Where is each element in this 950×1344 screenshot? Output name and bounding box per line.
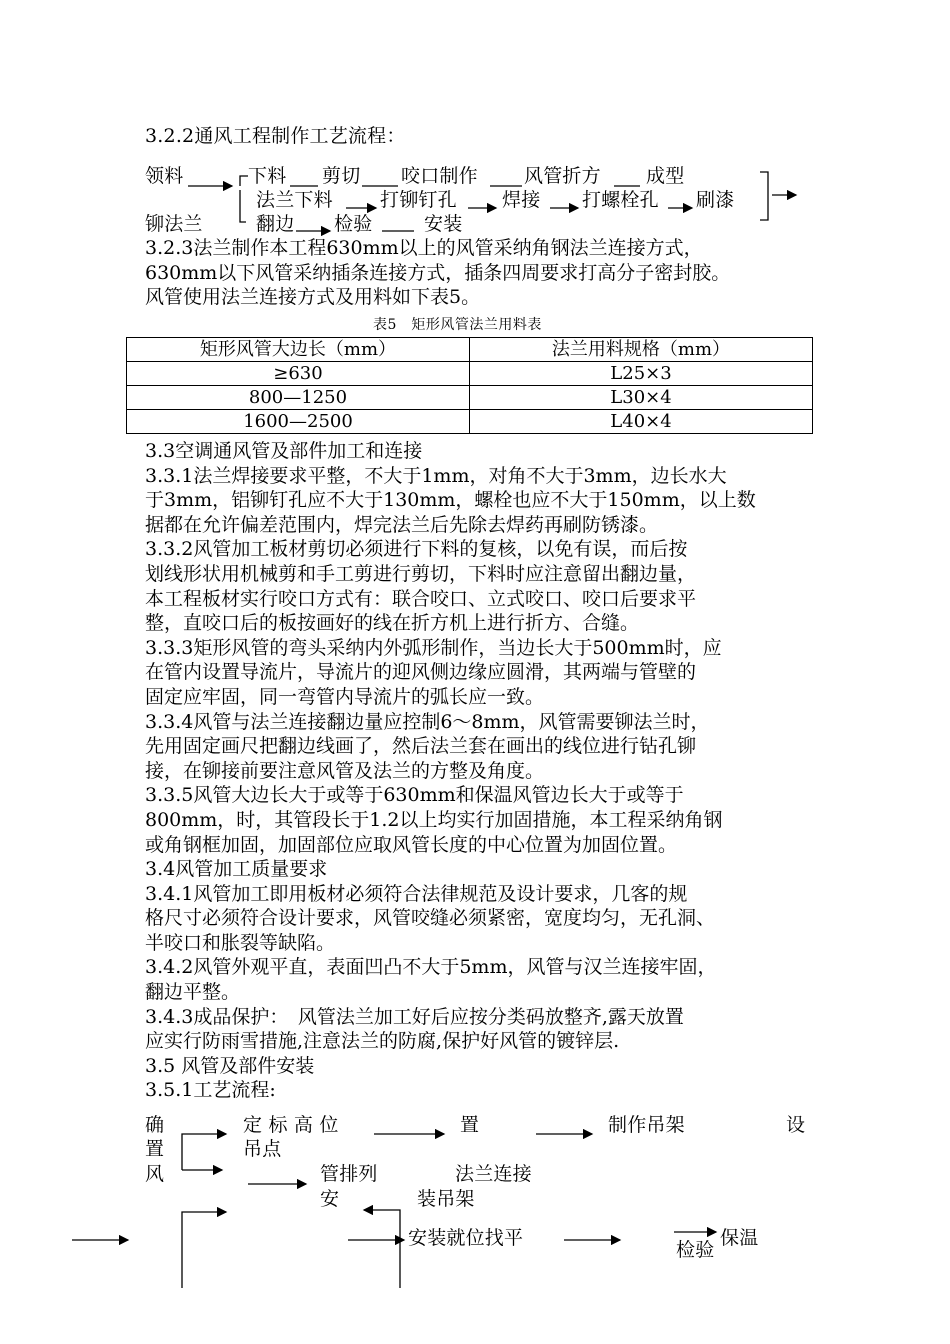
text-line: 半咬口和胀裂等缺陷。 bbox=[145, 931, 336, 954]
text-line: 3.4.2风管外观平直，表面凹凸不大于5mm，风管与汉兰连接牢固， bbox=[145, 956, 717, 979]
flow-step-jianqie: 剪切 bbox=[322, 165, 361, 187]
table-cell: ≥630 bbox=[127, 362, 470, 386]
flow2-zhi: 置 bbox=[460, 1114, 480, 1136]
text-line: 本工程板材实行咬口方式有：联合咬口、立式咬口、咬口后要求平 bbox=[145, 587, 697, 610]
table-row bbox=[127, 362, 813, 386]
flow-step-fanbian: 翻边 bbox=[256, 213, 295, 235]
text-line: 格尺寸必须符合设计要求，风管咬缝必须紧密，宽度均匀，无孔洞、 bbox=[145, 907, 716, 930]
text-line: 3.3.1法兰焊接要求平整，不大于1mm，对角不大于3mm，边长水大 bbox=[145, 464, 727, 487]
text-line: 3.3.2风管加工板材剪切必须进行下料的复核，以免有误，而后按 bbox=[145, 538, 688, 561]
flow2-zhizuodiaojia: 制作吊架 bbox=[608, 1114, 685, 1136]
text-line: 3.3.3矩形风管的弯头采纳内外弧形制作，当边长大于500mm时，应 bbox=[145, 636, 722, 659]
body-sections bbox=[145, 439, 815, 1103]
flange-table bbox=[126, 337, 813, 434]
flow-step-yaokou: 咬口制作 bbox=[401, 165, 478, 187]
table-header: 矩形风管大边长（mm） bbox=[127, 338, 470, 362]
flow-step-maofalan: 铆法兰 bbox=[145, 213, 203, 235]
flow-step-lingliao: 领料 bbox=[145, 165, 184, 187]
section-heading: 3.5 风管及部件安装 bbox=[145, 1054, 315, 1077]
section-heading: 3.4风管加工质量要求 bbox=[145, 858, 328, 881]
text-line: 3.5.1工艺流程: bbox=[145, 1079, 276, 1102]
text-line: 3.4.1风管加工即用板材必须符合法律规范及设计要求，几客的规 bbox=[145, 882, 688, 905]
table-cell: L25×3 bbox=[470, 362, 813, 386]
flow2-baowen: 保温 bbox=[720, 1227, 759, 1249]
table-header-row bbox=[127, 338, 813, 362]
text-line: 或角钢框加固，加固部位应取风管长度的中心位置为加固位置。 bbox=[145, 833, 678, 856]
flow-step-daluoshuan: 打螺栓孔 bbox=[582, 189, 659, 211]
flow-step-falanxialiao: 法兰下料 bbox=[256, 189, 333, 211]
text-line: 固定应牢固，同一弯管内导流片的弧长应一致。 bbox=[145, 685, 545, 708]
flow-step-hanjie: 焊接 bbox=[502, 189, 541, 211]
paragraph-3-2-3 bbox=[145, 236, 815, 310]
flow-step-jianyan: 检验 bbox=[334, 213, 373, 235]
text-line: 先用固定画尺把翻边线画了，然后法兰套在画出的线位进行钻孔铆 bbox=[145, 735, 697, 758]
flow2-zhi2: 置 bbox=[145, 1138, 165, 1160]
text-line: 在管内设置导流片，导流片的迎风侧边缘应圆滑，其两端与管壁的 bbox=[145, 661, 697, 684]
flow2-guanpailie: 管排列 bbox=[320, 1163, 378, 1185]
flow-step-anzhuang: 安装 bbox=[424, 213, 463, 235]
text-line: 整，直咬口后的板按画好的线在折方机上进行折方、合缝。 bbox=[145, 612, 640, 635]
flow2-an: 安 bbox=[320, 1188, 340, 1210]
flow-step-zhefang: 风管折方 bbox=[524, 165, 601, 187]
table-header: 法兰用料规格（mm） bbox=[470, 338, 813, 362]
table-caption: 表5 矩形风管法兰用料表 bbox=[373, 317, 542, 333]
table-cell: 800—1250 bbox=[127, 386, 470, 410]
text-line: 3.2.3法兰制作本工程630mm以上的风管采纳角钢法兰连接方式， bbox=[145, 237, 703, 259]
text-line: 划线形状用机械剪和手工剪进行剪切，下料时应注意留出翻边量， bbox=[145, 562, 697, 585]
section-heading: 3.3空调通风管及部件加工和连接 bbox=[145, 440, 423, 462]
text-line: 3.3.4风管与法兰连接翻边量应控制6～8mm，风管需要铆法兰时， bbox=[145, 710, 710, 733]
flow-step-damaoding: 打铆钉孔 bbox=[380, 189, 457, 211]
flow-step-shuaqi: 刷漆 bbox=[696, 189, 735, 211]
flow2-dingbiaogaowei: 定 标 高 位 bbox=[243, 1114, 339, 1136]
table-row bbox=[127, 386, 813, 410]
text-line: 翻边平整。 bbox=[145, 981, 241, 1004]
text-line: 于3mm，铝铆钉孔应不大于130mm，螺栓也应不大于150mm，以上数 bbox=[145, 489, 756, 512]
text-line: 应实行防雨雪措施,注意法兰的防腐,保护好风管的镀锌层. bbox=[145, 1030, 620, 1053]
text-line: 接，在铆接前要注意风管及法兰的方整及角度。 bbox=[145, 759, 545, 782]
table-cell: L40×4 bbox=[470, 410, 813, 434]
flow2-jianyan: 检验 bbox=[676, 1239, 715, 1261]
flow2-she: 设 bbox=[786, 1114, 806, 1136]
flow2-diaodian: 吊点 bbox=[243, 1138, 282, 1160]
text-line: 3.3.5风管大边长大于或等于630mm和保温风管边长大于或等于 bbox=[145, 784, 684, 807]
table-cell: L30×4 bbox=[470, 386, 813, 410]
flow-step-chengxing: 成型 bbox=[646, 165, 685, 187]
text-line: 630mm以下风管采纳插条连接方式，插条四周要求打高分子密封胶。 bbox=[145, 261, 731, 284]
flow2-falanlianjie: 法兰连接 bbox=[455, 1163, 532, 1185]
text-line: 800mm，时，其管段长于1.2以上均实行加固措施，本工程采纳角钢 bbox=[145, 808, 723, 831]
text-line: 风管使用法兰连接方式及用料如下表5。 bbox=[145, 286, 481, 309]
flow2-feng: 风 bbox=[145, 1163, 165, 1185]
flow2-anzhuangjiuwei: 安装就位找平 bbox=[408, 1227, 524, 1249]
section-title-3-2-2: 3.2.2通风工程制作工艺流程： bbox=[145, 125, 406, 147]
table-cell: 1600—2500 bbox=[127, 410, 470, 434]
flow2-que: 确 bbox=[145, 1114, 165, 1136]
text-line: 3.4.3成品保护： 风管法兰加工好后应按分类码放整齐,露天放置 bbox=[145, 1005, 684, 1028]
table-row bbox=[127, 410, 813, 434]
text-line: 据都在允许偏差范围内，焊完法兰后先除去焊药再刷防锈漆。 bbox=[145, 513, 659, 536]
flow-step-xialiao: 下料 bbox=[248, 165, 287, 187]
flow2-zhuangdiaojia: 装吊架 bbox=[417, 1188, 475, 1210]
